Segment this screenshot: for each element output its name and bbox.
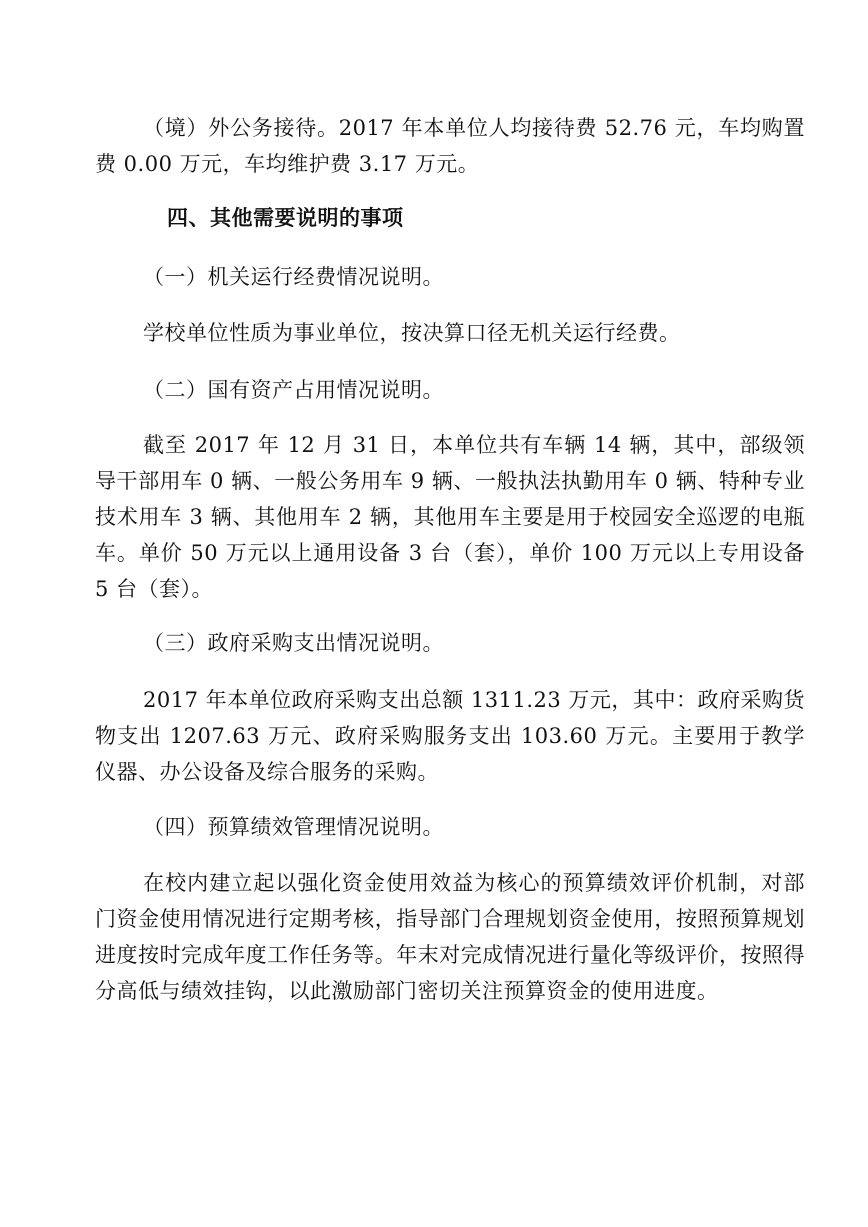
- paragraph-reception-expenses: （境）外公务接待。2017 年本单位人均接待费 52.76 元，车均购置费 0.00 万元，车均维护费 3.17 万元。: [95, 116, 805, 176]
- paragraph-budget-performance: 在校内建立起以强化资金使用效益为核心的预算绩效评价机制，对部门资金使用情况进行定期考核，指导部门合理规划资金使用，按照预算规划进度按时完成年度工作任务等。年末对完成情况进行量化等级评价，按照得分高低与绩效挂钩，以此激励部门密切关注预算资金的使用进度。: [95, 871, 805, 1003]
- section-heading-other-matters: 四、其他需要说明的事项: [167, 206, 404, 230]
- paragraph-government-procurement: 2017 年本单位政府采购支出总额 1311.23 万元，其中：政府采购货物支出 1207.63 万元、政府采购服务支出 103.60 万元。主要用于教学仪器、办公设备及综合服务的采购。: [95, 688, 805, 784]
- paragraph-state-assets: 截至 2017 年 12 月 31 日，本单位共有车辆 14 辆，其中，部级领导干部用车 0 辆、一般公务用车 9 辆、一般执法执勤用车 0 辆、特种专业技术用车 3 辆、其他用车 2 辆，其他用车主要是用于校园安全巡逻的电瓶车。单价 50 万元以上通用设备 3 台（套），单价 100 万元以上专用设备 5 台（套）。: [95, 433, 805, 601]
- subheading-budget-performance: （四）预算绩效管理情况说明。: [143, 815, 444, 839]
- subheading-state-assets: （二）国有资产占用情况说明。: [143, 378, 444, 402]
- paragraph-operating-expenses: 学校单位性质为事业单位，按决算口径无机关运行经费。: [143, 321, 681, 345]
- document-body: [95, 110, 805, 1009]
- subheading-government-procurement: （三）政府采购支出情况说明。: [143, 631, 444, 655]
- subheading-operating-expenses: （一）机关运行经费情况说明。: [143, 265, 444, 289]
